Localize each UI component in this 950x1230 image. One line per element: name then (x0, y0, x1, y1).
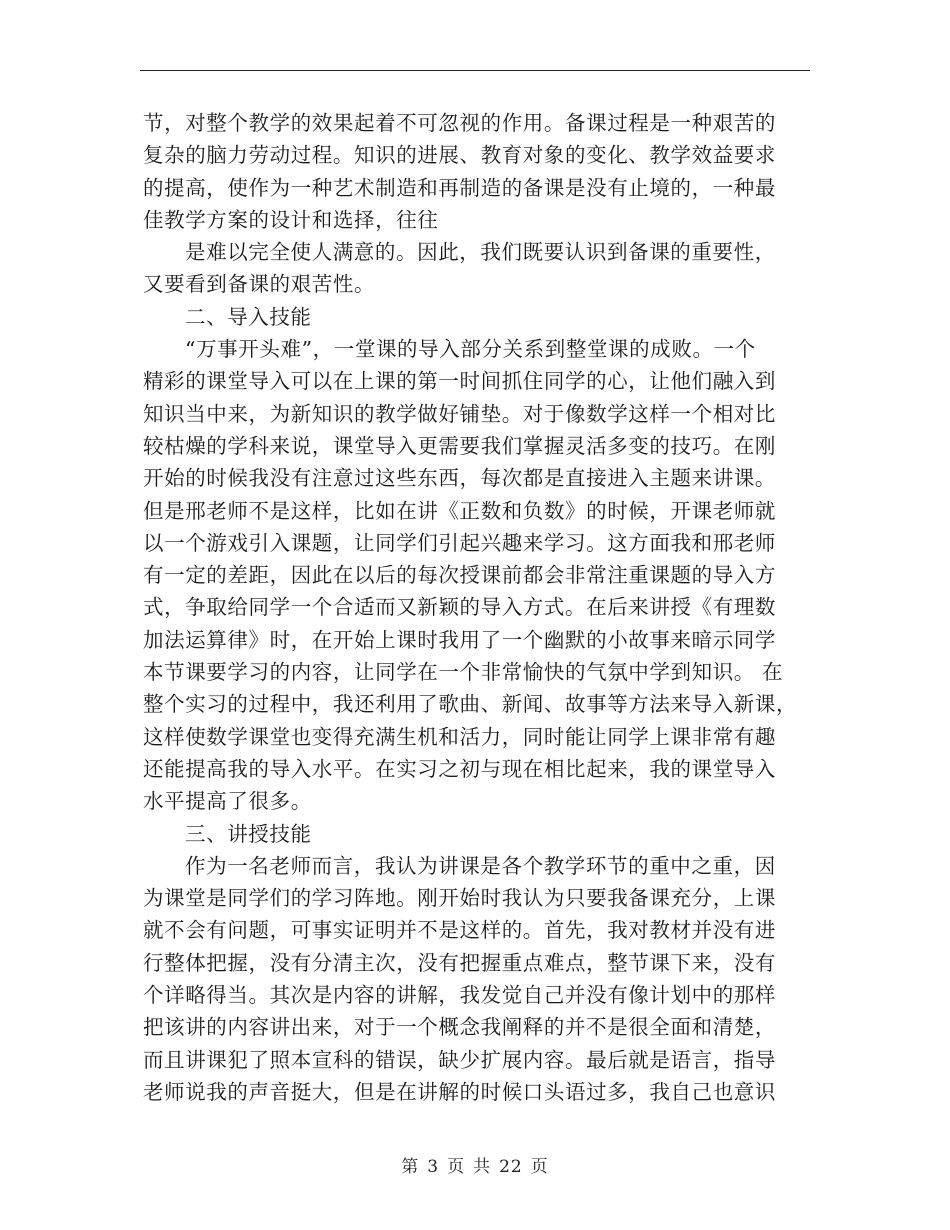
text-line: 个详略得当。其次是内容的讲解，我发觉自己并没有像计划中的那样 (143, 983, 776, 1008)
footer-total-word: 共 (473, 1157, 492, 1177)
text-line: 把该讲的内容讲出来，对于一个概念我阐释的并不是很全面和清楚， (143, 1015, 776, 1040)
text-line: 而且讲课犯了照本宣科的错误，缺少扩展内容。最后就是语言，指导 (143, 1047, 776, 1072)
text-line: 水平提高了很多。 (143, 789, 312, 814)
text-line: 知识当中来，为新知识的教学做好铺垫。对于像数学这样一个相对比 (143, 401, 776, 426)
text-line: 佳教学方案的设计和选择，往往 (143, 207, 439, 232)
text-line: 复杂的脑力劳动过程。知识的进展、教育对象的变化、教学效益要求 (143, 143, 776, 168)
text-line: 是难以完全使人满意的。因此，我们既要认识到备课的重要性， (185, 240, 776, 265)
header-rule (140, 70, 810, 71)
document-body (143, 107, 808, 1108)
text-line: 但是邢老师不是这样，比如在讲《正数和负数》的时候，开课老师就 (143, 498, 776, 523)
text-line: 本节课要学习的内容，让同学在一个非常愉快的气氛中学到知识。 在 (143, 660, 784, 685)
text-line: 以一个游戏引入课题，让同学们引起兴趣来学习。这方面我和邢老师 (143, 530, 776, 555)
page-footer (0, 1152, 950, 1177)
text-line: 就不会有问题，可事实证明并不是这样的。首先，我对教材并没有进 (143, 918, 776, 943)
text-line: 三、讲授技能 (185, 821, 312, 846)
text-line: 又要看到备课的艰苦性。 (143, 272, 376, 297)
text-line: 式，争取给同学一个合适而又新颖的导入方式。在后来讲授《有理数 (143, 595, 776, 620)
text-line: 整个实习的过程中，我还利用了歌曲、新闻、故事等方法来导入新课， (143, 692, 798, 717)
text-line: 有一定的差距，因此在以后的每次授课前都会非常注重课题的导入方 (143, 563, 776, 588)
text-line: 还能提高我的导入水平。在实习之初与现在相比起来，我的课堂导入 (143, 756, 776, 781)
text-line: 作为一名老师而言，我认为讲课是各个教学环节的重中之重，因 (185, 853, 776, 878)
text-line: 为课堂是同学们的学习阵地。刚开始时我认为只要我备课充分，上课 (143, 886, 776, 911)
text-line: 加法运算律》时，在开始上课时我用了一个幽默的小故事来暗示同学 (143, 627, 776, 652)
text-line: 开始的时候我没有注意过这些东西，每次都是直接进入主题来讲课。 (143, 466, 776, 491)
text-line: 老师说我的声音挺大，但是在讲解的时候口头语过多，我自己也意识 (143, 1079, 776, 1104)
text-line: 较枯燥的学科来说，课堂导入更需要我们掌握灵活多变的技巧。在刚 (143, 433, 776, 458)
text-line: 的提高，使作为一种艺术制造和再制造的备课是没有止境的，一种最 (143, 175, 776, 200)
footer-page-word: 页 (447, 1157, 466, 1177)
text-line: 精彩的课堂导入可以在上课的第一时间抓住同学的心，让他们融入到 (143, 369, 776, 394)
text-line: 二、导入技能 (185, 304, 312, 329)
text-line: 行整体把握，没有分清主次，没有把握重点难点，整节课下来，没有 (143, 950, 776, 975)
text-line: 节，对整个教学的效果起着不可忽视的作用。备课过程是一种艰苦的 (143, 111, 776, 135)
footer-prefix: 第 (401, 1157, 420, 1177)
footer-suffix: 页 (530, 1157, 549, 1177)
text-line: 这样使数学课堂也变得充满生机和活力，同时能让同学上课非常有趣 (143, 724, 776, 749)
text-line: “万事开头难”，一堂课的导入部分关系到整堂课的成败。一个 (185, 337, 756, 362)
footer-total-pages: 22 (499, 1157, 523, 1177)
footer-current-page: 3 (427, 1157, 440, 1177)
